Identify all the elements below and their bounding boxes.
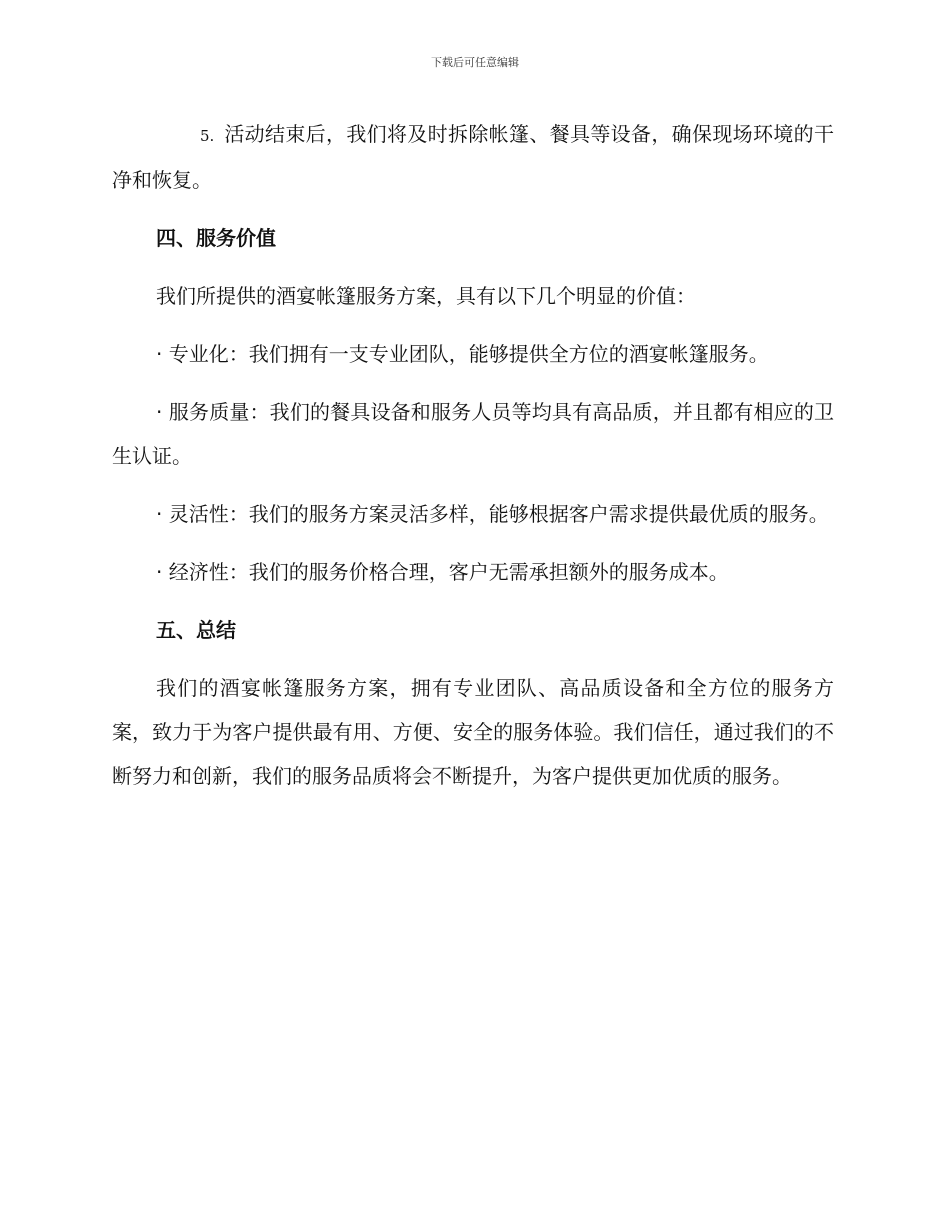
- section-heading-value: 四、服务价值: [156, 226, 276, 250]
- item-number: 5.: [200, 127, 215, 145]
- document-body: [112, 112, 834, 812]
- bullet-professional: · 专业化：我们拥有一支专业团队，能够提供全方位的酒宴帐篷服务。: [156, 342, 769, 366]
- item-text: 活动结束后，我们将及时拆除帐篷、餐具等设备，确保现场环境的干净和恢复。: [112, 122, 834, 192]
- bullet-flexibility: · 灵活性：我们的服务方案灵活多样，能够根据客户需求提供最优质的服务。: [156, 502, 829, 526]
- bullet-economy: · 经济性：我们的服务价格合理，客户无需承担额外的服务成本。: [156, 560, 729, 584]
- header-note: 下载后可任意编辑: [431, 56, 519, 69]
- numbered-item-5: [112, 112, 834, 202]
- summary-paragraph: 我们的酒宴帐篷服务方案，拥有专业团队、高品质设备和全方位的服务方案，致力于为客户提供最有用、方便、安全的服务体验。我们信任，通过我们的不断努力和创新，我们的服务品质将会不断提升，为客户提供更加优质的服务。: [112, 676, 834, 788]
- bullet-quality: · 服务质量：我们的餐具设备和服务人员等均具有高品质，并且都有相应的卫生认证。: [112, 400, 834, 468]
- section-heading-summary: 五、总结: [156, 618, 236, 642]
- section-intro: 我们所提供的酒宴帐篷服务方案，具有以下几个明显的价值：: [156, 284, 696, 308]
